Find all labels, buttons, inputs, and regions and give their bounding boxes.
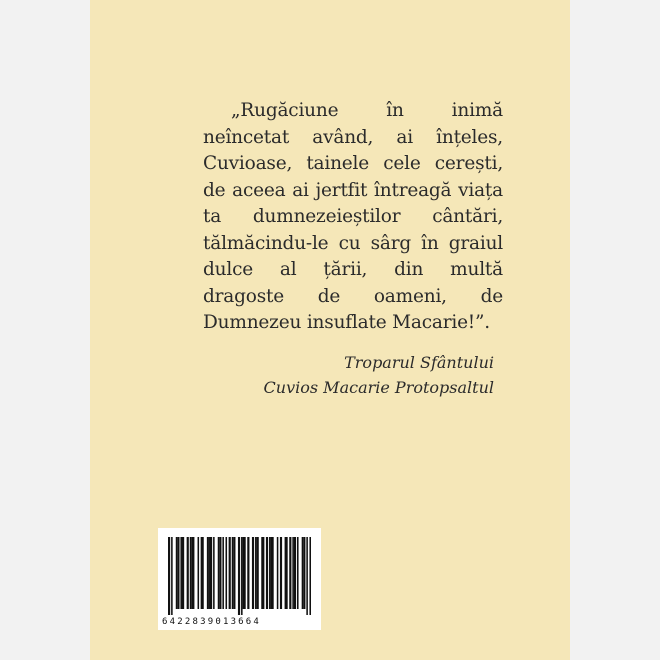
barcode-bar (266, 537, 268, 609)
barcode-bar (182, 537, 184, 609)
barcode-bar (277, 537, 279, 609)
barcode-bar (222, 537, 224, 609)
barcode-bar (232, 537, 234, 609)
barcode-bar (187, 537, 189, 609)
cover-quote: „Rugăciune în inimă neîncetat având, ai înțeles, Cuvioase, tainele cele cerești, de aceea ai jertfit întreagă viața ta dumnezeieștilor cântări, tălmăcindu-le cu sârg în graiul dulce al țării, din multă dragoste de oameni, de Dumnezeu insuflate Macarie!”. (203, 100, 503, 333)
barcode-bar (210, 537, 212, 609)
barcode-bar (280, 537, 282, 609)
barcode-bar (286, 537, 288, 609)
barcode-bar (190, 537, 192, 609)
barcode-bar (292, 537, 294, 609)
barcode-bar (218, 537, 220, 609)
barcode-bar (247, 537, 249, 609)
barcode-bar (263, 537, 265, 609)
barcode-bar (229, 537, 231, 609)
barcode-bar (198, 537, 200, 609)
barcode-bar (202, 537, 204, 609)
barcode-bar (171, 537, 173, 615)
attribution-line-1: Troparul Sfântului (344, 353, 494, 372)
barcode-bar (241, 537, 243, 615)
barcode-bar (303, 537, 305, 609)
barcode-bar (252, 537, 254, 609)
barcode-bar (255, 537, 257, 609)
barcode-bar (257, 537, 259, 609)
barcode-bar (213, 537, 215, 609)
barcode-bar (309, 537, 311, 615)
barcode-bar (226, 537, 228, 609)
barcode (158, 528, 321, 630)
barcode-bar (297, 537, 299, 609)
barcode-bars (168, 537, 311, 615)
barcode-bar (208, 537, 210, 609)
barcode-number: 6422839013664 (162, 617, 262, 627)
barcode-bar (272, 537, 274, 609)
barcode-bar (177, 537, 179, 609)
barcode-bar (168, 537, 170, 615)
barcode-bar (289, 537, 291, 609)
barcode-bar (193, 537, 195, 609)
barcode-bar (244, 537, 246, 609)
barcode-bar (238, 537, 240, 615)
barcode-bar (302, 537, 304, 609)
barcode-bar (233, 537, 235, 609)
barcode-bar (207, 537, 209, 609)
attribution-line-2: Cuvios Macarie Protopsaltul (263, 378, 494, 397)
quote-attribution (264, 350, 494, 400)
barcode-bar (219, 537, 221, 609)
barcode-bar (306, 537, 308, 615)
barcode-bar (294, 537, 296, 609)
barcode-bar (176, 537, 178, 609)
barcode-bar (269, 537, 271, 609)
barcode-bar (180, 537, 182, 609)
